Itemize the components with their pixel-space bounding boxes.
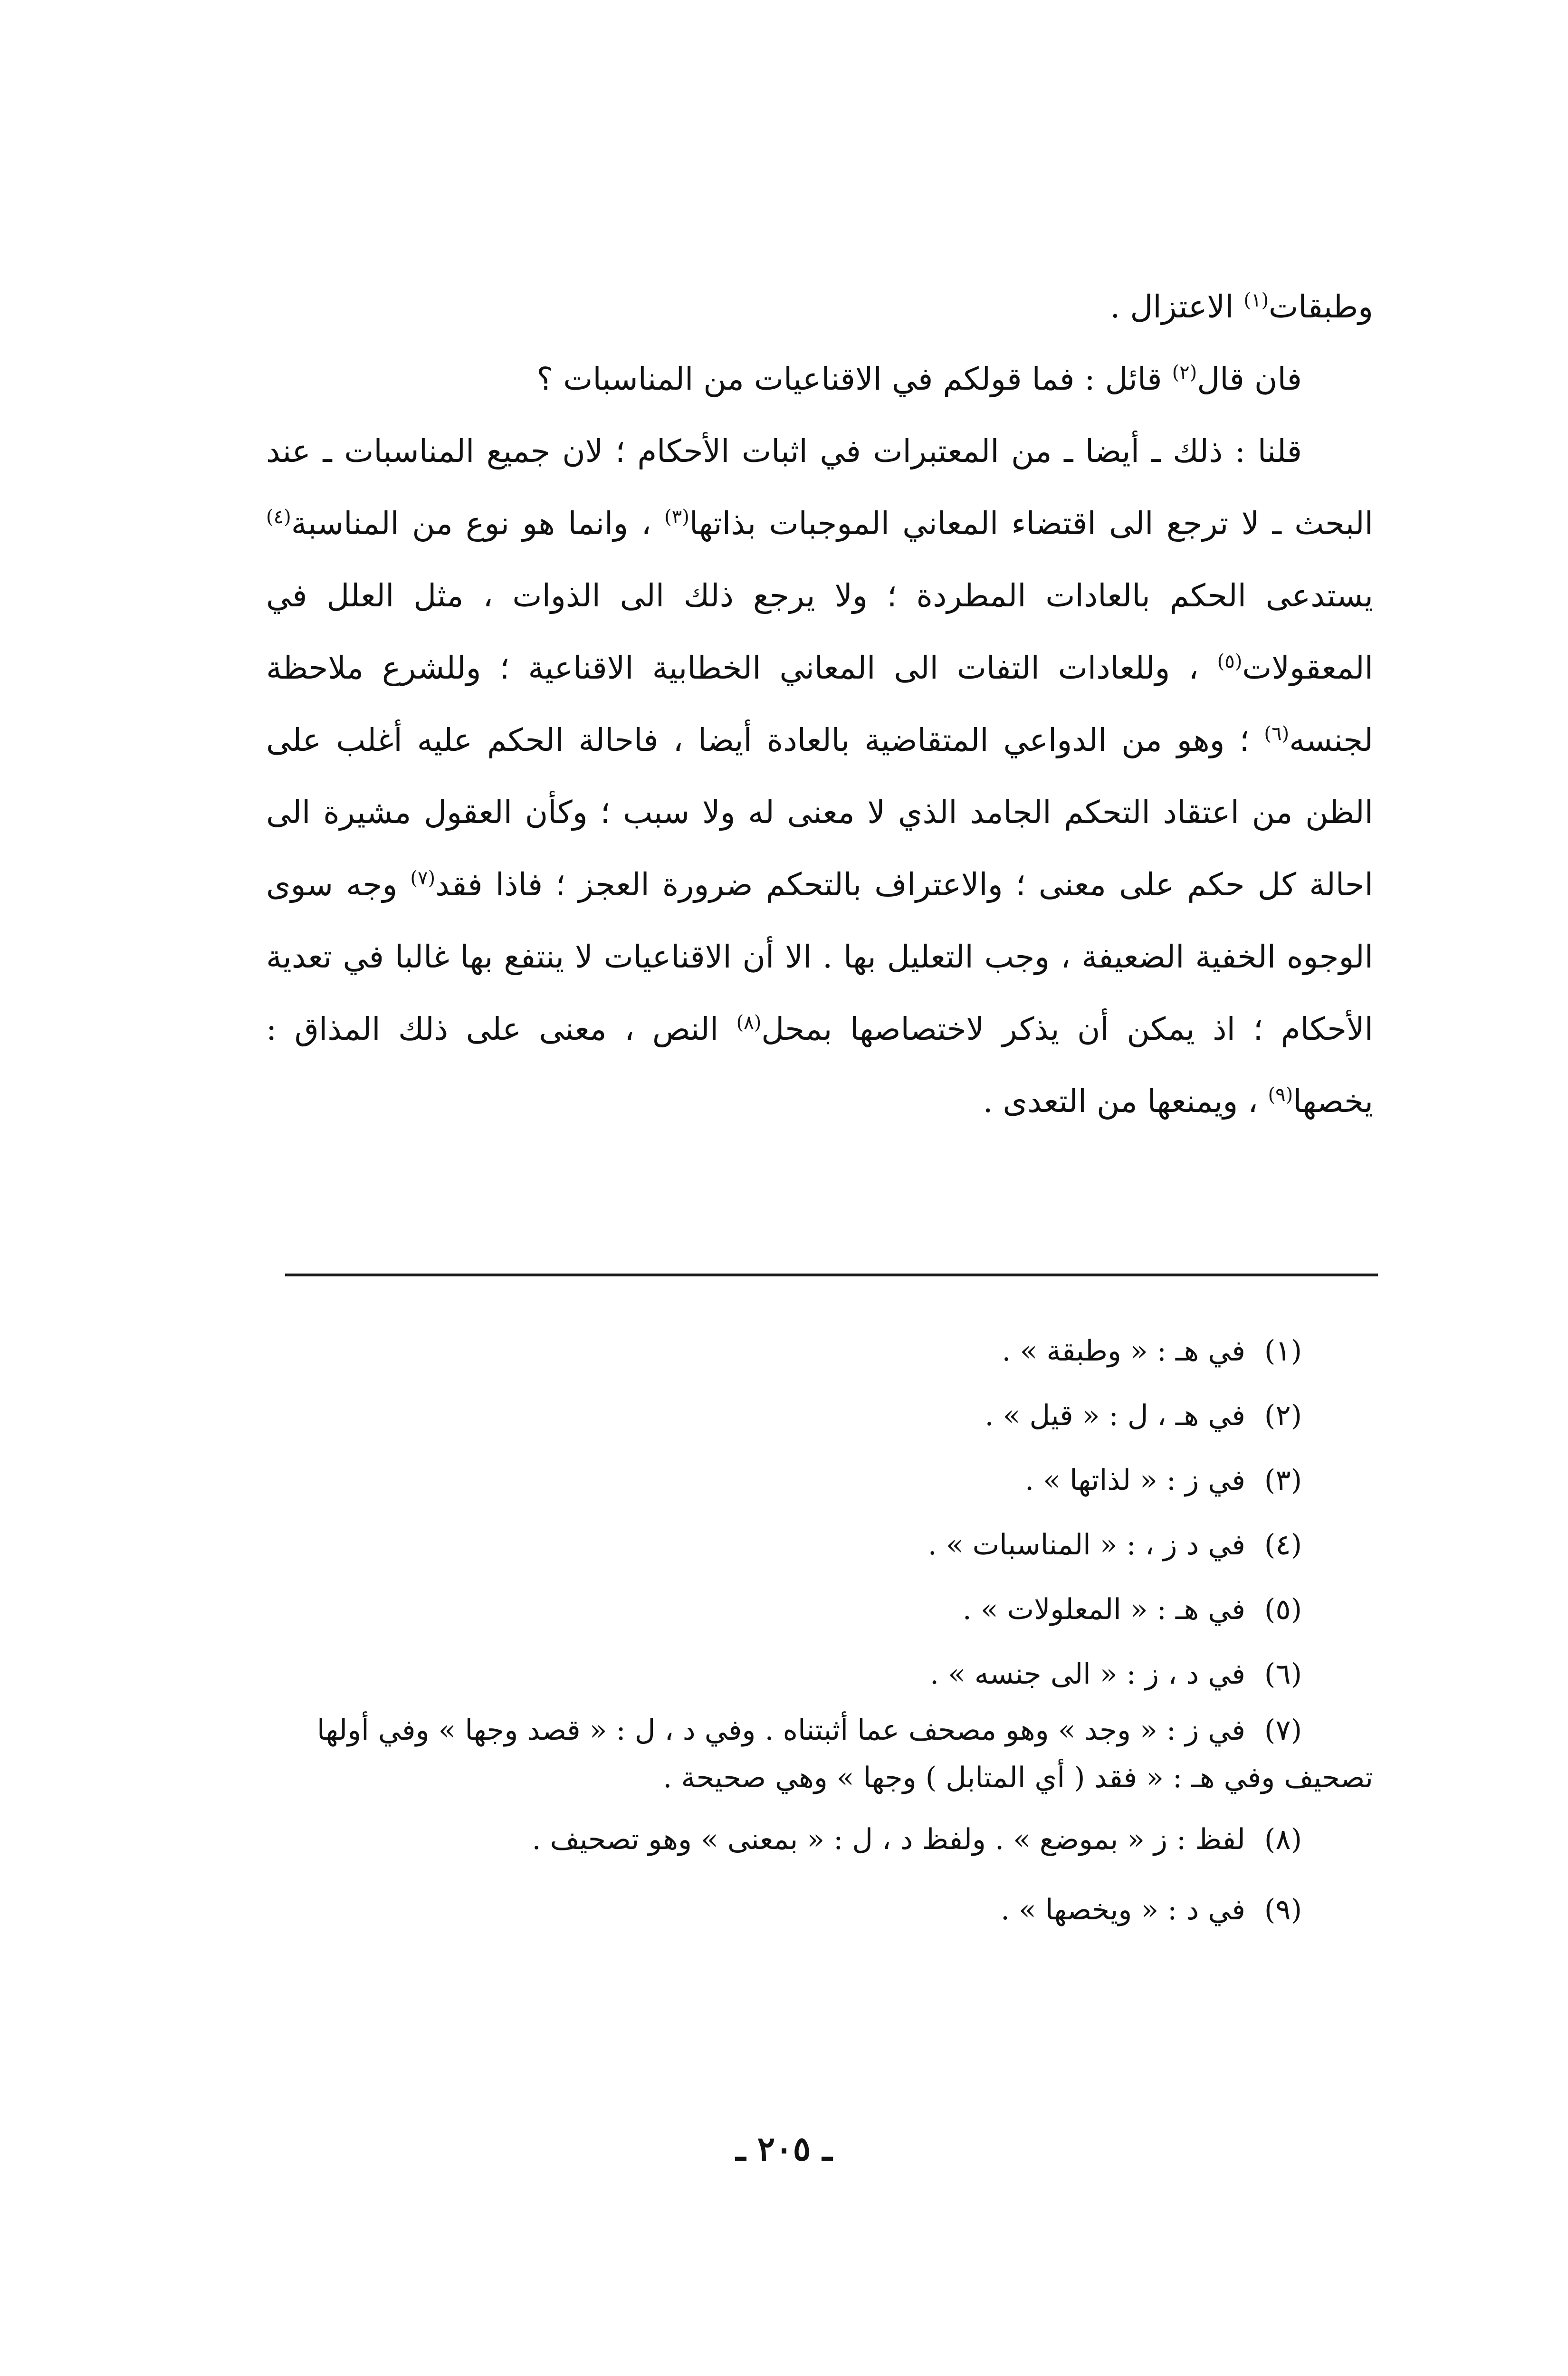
footnote-5: (٥)في هـ : « المعلولات » . <box>962 1593 1302 1626</box>
footnote-9: (٩)في د : « ويخصها » . <box>1001 1893 1302 1926</box>
footnotes <box>266 1319 1373 1942</box>
footnote-2: (٢)في هـ ، ل : « قيل » . <box>985 1399 1302 1432</box>
paragraph-1: وطبقات$^{(١)}$ الاعتزال . <box>1110 288 1373 325</box>
footnote-ref-5: (٥) <box>1217 651 1243 672</box>
footnote-ref-1: (١) <box>1243 289 1269 311</box>
footnote-ref-8: (٨) <box>736 1012 762 1034</box>
main-text <box>266 271 1373 1138</box>
footnote-separator <box>285 1274 1378 1276</box>
footnote-ref-9: (٩) <box>1268 1084 1293 1106</box>
footnote-ref-6: (٦) <box>1264 723 1290 745</box>
footnote-ref-3: (٣) <box>664 506 689 528</box>
footnote-6: (٦)في د ، ز : « الى جنسه » . <box>929 1657 1302 1691</box>
footnote-8: (٨)لفظ : ز « بموضع » . ولفظ د ، ل : « بمعنى » وهو تصحيف . <box>532 1823 1302 1856</box>
footnote-ref-7: (٧) <box>410 867 436 889</box>
paragraph-2: فان قال$^{(٢)}$ قائل : فما قولكم في الاقناعيات من المناسبات ؟ <box>536 361 1302 397</box>
page-number: ـ ٢٠٥ ـ <box>736 2129 832 2168</box>
footnote-3: (٣)في ز : « لذاتها » . <box>1025 1464 1302 1497</box>
footnote-7: (٧)في ز : « وجد » وهو مصحف عما أثبتناه . وفي د ، ل : « قصد وجها » وفي أولها تصحيف وفي هـ : « فقد ( أي المتابل ) وجها » وهي صحيحة . <box>316 1714 1373 1794</box>
footnote-4: (٤)في د ز ، : « المناسبات » . <box>927 1528 1302 1562</box>
footnote-ref-4: (٤) <box>266 506 291 528</box>
paragraph-3: قلنا : ذلك ـ أيضا ـ من المعتبرات في اثبات الأحكام ؛ لان جميع المناسبات ـ عند البحث ـ لا ترجع الى اقتضاء المعاني الموجبات بذاتها$^{(٣)}$ ، وانما هو نوع من المناسبة$^{(٤)}$ يستدعى الحكم بالعادات المطردة ؛ ولا يرجع ذلك الى الذوات ، مثل العلل في المعقولات$^{(٥)}$ ، وللعادات التفات الى المعاني الخطابية الاقناعية ؛ وللشرع ملاحظة لجنسه$^{(٦)}$ ؛ وهو من الدواعي المتقاضية بالعادة أيضا ، فاحالة الحكم عليه أغلب على الظن من اعتقاد التحكم الجامد الذي لا معنى له ولا سبب ؛ وكأن العقول مشيرة الى احالة كل حكم على معنى ؛ والاعتراف بالتحكم ضرورة العجز ؛ فاذا فقد$^{(٧)}$ وجه سوى الوجوه الخفية الضعيفة ، وجب التعليل بها . الا أن الاقناعيات لا ينتفع بها غالبا في تعدية الأحكام ؛ اذ يمكن أن يذكر لاختصاصها بمحل$^{(٨)}$ النص ، معنى على ذلك المذاق : يخصها$^{(٩)}$ ، ويمنعها من التعدى . <box>266 433 1374 1120</box>
footnote-ref-2: (٢) <box>1172 362 1197 383</box>
footnote-1: (١)في هـ : « وطبقة » . <box>1002 1334 1302 1368</box>
